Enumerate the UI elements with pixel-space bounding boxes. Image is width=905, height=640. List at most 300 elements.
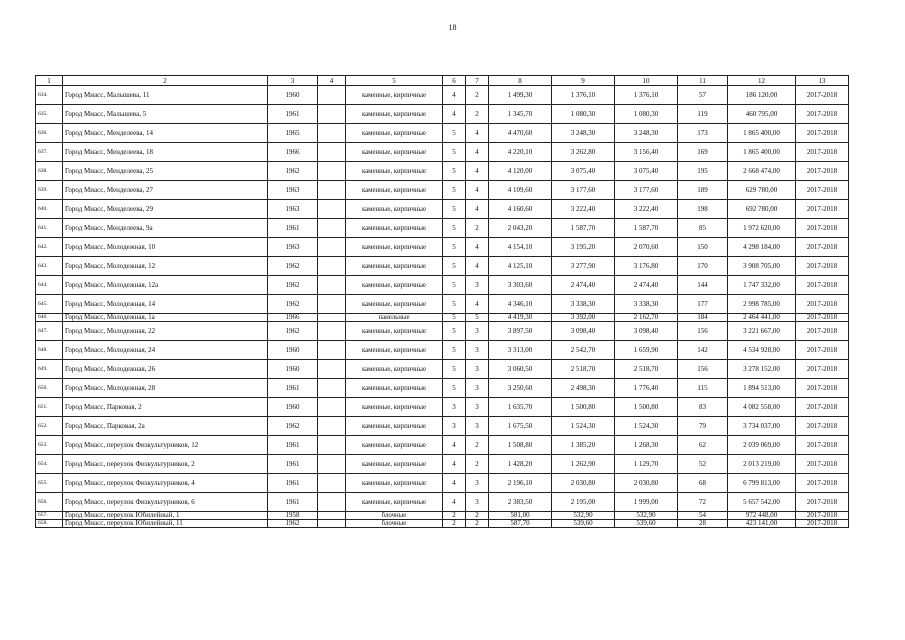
row-index: 655. <box>36 474 63 493</box>
total-area-cell: 1 675,50 <box>489 417 552 436</box>
table-row <box>36 219 849 238</box>
wall-material-cell: каменные, кирпичные <box>346 379 443 398</box>
living-area-cell: 3 098,40 <box>552 322 615 341</box>
column-4-cell <box>318 162 346 181</box>
wall-material-cell: каменные, кирпичные <box>346 436 443 455</box>
row-index: 638. <box>36 162 63 181</box>
address-cell: Город Миасс, Менделеева, 18 <box>63 143 268 162</box>
wall-material-cell: каменные, кирпичные <box>346 257 443 276</box>
floors-cell: 5 <box>443 360 466 379</box>
residential-area-cell: 3 156,40 <box>615 143 678 162</box>
period-cell: 2017-2018 <box>796 360 849 379</box>
table-row <box>36 341 849 360</box>
year-cell: 1961 <box>268 493 318 512</box>
living-area-cell: 3 195,20 <box>552 238 615 257</box>
column-4-cell <box>318 200 346 219</box>
cost-cell: 2 039 069,00 <box>728 436 796 455</box>
table-row <box>36 493 849 512</box>
cost-cell: 1 865 400,00 <box>728 124 796 143</box>
row-index: 649. <box>36 360 63 379</box>
floors-cell: 2 <box>443 512 466 520</box>
residents-cell: 150 <box>678 238 728 257</box>
residential-area-cell: 1 524,30 <box>615 417 678 436</box>
residential-area-cell: 539,60 <box>615 520 678 528</box>
table-row <box>36 455 849 474</box>
residents-cell: 79 <box>678 417 728 436</box>
row-index: 639. <box>36 181 63 200</box>
total-area-cell: 4 120,00 <box>489 162 552 181</box>
residential-area-cell: 1 999,00 <box>615 493 678 512</box>
entrances-cell: 5 <box>466 314 489 322</box>
total-area-cell: 1 428,20 <box>489 455 552 474</box>
column-number-7: 7 <box>466 76 489 86</box>
floors-cell: 3 <box>443 398 466 417</box>
address-cell: Город Миасс, Молодежная, 28 <box>63 379 268 398</box>
entrances-cell: 2 <box>466 520 489 528</box>
residential-area-cell: 3 177,60 <box>615 181 678 200</box>
floors-cell: 5 <box>443 276 466 295</box>
wall-material-cell: каменные, кирпичные <box>346 143 443 162</box>
column-number-11: 11 <box>678 76 728 86</box>
entrances-cell: 3 <box>466 474 489 493</box>
column-4-cell <box>318 276 346 295</box>
entrances-cell: 4 <box>466 295 489 314</box>
cost-cell: 1 865 400,00 <box>728 143 796 162</box>
year-cell: 1963 <box>268 181 318 200</box>
period-cell: 2017-2018 <box>796 379 849 398</box>
table-row <box>36 398 849 417</box>
address-cell: Город Миасс, Молодежная, 14 <box>63 295 268 314</box>
period-cell: 2017-2018 <box>796 143 849 162</box>
table-row <box>36 474 849 493</box>
address-cell: Город Миасс, переулок Физкультурников, 4 <box>63 474 268 493</box>
period-cell: 2017-2018 <box>796 474 849 493</box>
residents-cell: 142 <box>678 341 728 360</box>
residents-cell: 184 <box>678 314 728 322</box>
row-index: 635. <box>36 105 63 124</box>
cost-cell: 2 668 474,00 <box>728 162 796 181</box>
column-4-cell <box>318 143 346 162</box>
residents-cell: 177 <box>678 295 728 314</box>
address-cell: Город Миасс, Менделеева, 9а <box>63 219 268 238</box>
row-index: 654. <box>36 455 63 474</box>
total-area-cell: 4 220,10 <box>489 143 552 162</box>
year-cell: 1961 <box>268 455 318 474</box>
wall-material-cell: каменные, кирпичные <box>346 276 443 295</box>
column-4-cell <box>318 295 346 314</box>
year-cell: 1962 <box>268 322 318 341</box>
residents-cell: 54 <box>678 512 728 520</box>
residential-area-cell: 1 776,40 <box>615 379 678 398</box>
entrances-cell: 3 <box>466 398 489 417</box>
wall-material-cell: каменные, кирпичные <box>346 295 443 314</box>
cost-cell: 4 534 928,00 <box>728 341 796 360</box>
period-cell: 2017-2018 <box>796 238 849 257</box>
total-area-cell: 3 060,50 <box>489 360 552 379</box>
cost-cell: 2 013 219,00 <box>728 455 796 474</box>
living-area-cell: 3 262,80 <box>552 143 615 162</box>
entrances-cell: 4 <box>466 124 489 143</box>
year-cell: 1966 <box>268 314 318 322</box>
floors-cell: 5 <box>443 257 466 276</box>
living-area-cell: 3 177,60 <box>552 181 615 200</box>
page-number: 18 <box>448 23 457 32</box>
year-cell: 1961 <box>268 379 318 398</box>
wall-material-cell: каменные, кирпичные <box>346 417 443 436</box>
cost-cell: 1 972 620,00 <box>728 219 796 238</box>
period-cell: 2017-2018 <box>796 181 849 200</box>
residents-cell: 144 <box>678 276 728 295</box>
living-area-cell: 1 385,20 <box>552 436 615 455</box>
residential-area-cell: 1 129,70 <box>615 455 678 474</box>
floors-cell: 5 <box>443 219 466 238</box>
year-cell: 1960 <box>268 86 318 105</box>
entrances-cell: 3 <box>466 417 489 436</box>
cost-cell: 629 780,00 <box>728 181 796 200</box>
row-index: 645. <box>36 295 63 314</box>
table-row <box>36 322 849 341</box>
table-row <box>36 124 849 143</box>
living-area-cell: 1 524,30 <box>552 417 615 436</box>
table-row <box>36 257 849 276</box>
period-cell: 2017-2018 <box>796 162 849 181</box>
address-cell: Город Миасс, переулок Физкультурников, 12 <box>63 436 268 455</box>
column-4-cell <box>318 238 346 257</box>
living-area-cell: 1 500,80 <box>552 398 615 417</box>
period-cell: 2017-2018 <box>796 520 849 528</box>
residential-area-cell: 1 268,30 <box>615 436 678 455</box>
living-area-cell: 3 248,30 <box>552 124 615 143</box>
year-cell: 1962 <box>268 162 318 181</box>
residents-cell: 52 <box>678 455 728 474</box>
total-area-cell: 4 419,30 <box>489 314 552 322</box>
entrances-cell: 2 <box>466 512 489 520</box>
residential-area-cell: 2 070,60 <box>615 238 678 257</box>
entrances-cell: 3 <box>466 322 489 341</box>
column-4-cell <box>318 181 346 200</box>
residents-cell: 169 <box>678 143 728 162</box>
total-area-cell: 4 125,10 <box>489 257 552 276</box>
row-index: 652. <box>36 417 63 436</box>
living-area-cell: 1 587,70 <box>552 219 615 238</box>
entrances-cell: 3 <box>466 360 489 379</box>
table-row <box>36 86 849 105</box>
year-cell: 1962 <box>268 520 318 528</box>
period-cell: 2017-2018 <box>796 322 849 341</box>
floors-cell: 4 <box>443 436 466 455</box>
column-number-4: 4 <box>318 76 346 86</box>
column-4-cell <box>318 257 346 276</box>
total-area-cell: 3 897,50 <box>489 322 552 341</box>
floors-cell: 5 <box>443 181 466 200</box>
wall-material-cell: каменные, кирпичные <box>346 455 443 474</box>
table-header <box>36 76 849 86</box>
living-area-cell: 2 195,00 <box>552 493 615 512</box>
living-area-cell: 2 030,80 <box>552 474 615 493</box>
entrances-cell: 4 <box>466 162 489 181</box>
wall-material-cell: каменные, кирпичные <box>346 398 443 417</box>
wall-material-cell: каменные, кирпичные <box>346 474 443 493</box>
row-index: 646. <box>36 314 63 322</box>
residential-area-cell: 1 587,70 <box>615 219 678 238</box>
wall-material-cell: блочные <box>346 520 443 528</box>
floors-cell: 5 <box>443 162 466 181</box>
residents-cell: 156 <box>678 322 728 341</box>
residents-cell: 119 <box>678 105 728 124</box>
table-row <box>36 512 849 520</box>
entrances-cell: 2 <box>466 436 489 455</box>
residents-cell: 170 <box>678 257 728 276</box>
row-index: 658. <box>36 520 63 528</box>
wall-material-cell: каменные, кирпичные <box>346 181 443 200</box>
column-number-2: 2 <box>63 76 268 86</box>
row-index: 651. <box>36 398 63 417</box>
living-area-cell: 3 222,40 <box>552 200 615 219</box>
row-index: 636. <box>36 124 63 143</box>
column-4-cell <box>318 105 346 124</box>
column-4-cell <box>318 322 346 341</box>
living-area-cell: 539,60 <box>552 520 615 528</box>
row-index: 637. <box>36 143 63 162</box>
period-cell: 2017-2018 <box>796 105 849 124</box>
period-cell: 2017-2018 <box>796 314 849 322</box>
row-index: 641. <box>36 219 63 238</box>
period-cell: 2017-2018 <box>796 512 849 520</box>
table-row <box>36 417 849 436</box>
column-4-cell <box>318 474 346 493</box>
residential-area-cell: 1 376,10 <box>615 86 678 105</box>
address-cell: Город Миасс, Менделеева, 29 <box>63 200 268 219</box>
year-cell: 1961 <box>268 219 318 238</box>
column-number-5: 5 <box>346 76 443 86</box>
floors-cell: 5 <box>443 322 466 341</box>
column-4-cell <box>318 360 346 379</box>
residential-area-cell: 3 338,30 <box>615 295 678 314</box>
floors-cell: 2 <box>443 520 466 528</box>
column-number-3: 3 <box>268 76 318 86</box>
row-index: 656. <box>36 493 63 512</box>
floors-cell: 5 <box>443 295 466 314</box>
row-index: 647. <box>36 322 63 341</box>
year-cell: 1961 <box>268 474 318 493</box>
address-cell: Город Миасс, Молодежная, 26 <box>63 360 268 379</box>
cost-cell: 1 747 332,00 <box>728 276 796 295</box>
living-area-cell: 532,90 <box>552 512 615 520</box>
address-cell: Город Миасс, Молодежная, 24 <box>63 341 268 360</box>
address-cell: Город Миасс, Менделеева, 27 <box>63 181 268 200</box>
column-4-cell <box>318 493 346 512</box>
total-area-cell: 3 250,60 <box>489 379 552 398</box>
row-index: 648. <box>36 341 63 360</box>
floors-cell: 5 <box>443 238 466 257</box>
year-cell: 1963 <box>268 200 318 219</box>
column-4-cell <box>318 219 346 238</box>
wall-material-cell: каменные, кирпичные <box>346 493 443 512</box>
column-4-cell <box>318 341 346 360</box>
residential-area-cell: 3 098,40 <box>615 322 678 341</box>
column-4-cell <box>318 86 346 105</box>
living-area-cell: 3 392,00 <box>552 314 615 322</box>
year-cell: 1965 <box>268 124 318 143</box>
wall-material-cell: панельные <box>346 314 443 322</box>
residents-cell: 28 <box>678 520 728 528</box>
column-4-cell <box>318 520 346 528</box>
living-area-cell: 2 518,70 <box>552 360 615 379</box>
cost-cell: 460 795,00 <box>728 105 796 124</box>
cost-cell: 4 082 558,00 <box>728 398 796 417</box>
entrances-cell: 2 <box>466 105 489 124</box>
table-row <box>36 520 849 528</box>
row-index: 653. <box>36 436 63 455</box>
living-area-cell: 3 338,30 <box>552 295 615 314</box>
residents-cell: 62 <box>678 436 728 455</box>
table-row <box>36 276 849 295</box>
table-row <box>36 436 849 455</box>
total-area-cell: 4 154,10 <box>489 238 552 257</box>
table-row <box>36 360 849 379</box>
living-area-cell: 2 542,70 <box>552 341 615 360</box>
residential-area-cell: 2 518,70 <box>615 360 678 379</box>
column-number-9: 9 <box>552 76 615 86</box>
cost-cell: 2 998 785,00 <box>728 295 796 314</box>
floors-cell: 4 <box>443 105 466 124</box>
wall-material-cell: каменные, кирпичные <box>346 360 443 379</box>
living-area-cell: 2 474,40 <box>552 276 615 295</box>
entrances-cell: 3 <box>466 493 489 512</box>
period-cell: 2017-2018 <box>796 124 849 143</box>
wall-material-cell: каменные, кирпичные <box>346 124 443 143</box>
year-cell: 1962 <box>268 295 318 314</box>
entrances-cell: 3 <box>466 276 489 295</box>
row-index: 634. <box>36 86 63 105</box>
wall-material-cell: каменные, кирпичные <box>346 219 443 238</box>
period-cell: 2017-2018 <box>796 341 849 360</box>
residents-cell: 115 <box>678 379 728 398</box>
table-row <box>36 314 849 322</box>
period-cell: 2017-2018 <box>796 276 849 295</box>
entrances-cell: 4 <box>466 238 489 257</box>
entrances-cell: 3 <box>466 379 489 398</box>
total-area-cell: 587,70 <box>489 520 552 528</box>
living-area-cell: 3 075,40 <box>552 162 615 181</box>
residents-cell: 57 <box>678 86 728 105</box>
period-cell: 2017-2018 <box>796 295 849 314</box>
table-row <box>36 162 849 181</box>
cost-cell: 972 448,00 <box>728 512 796 520</box>
address-cell: Город Миасс, Менделеева, 14 <box>63 124 268 143</box>
cost-cell: 4 298 184,00 <box>728 238 796 257</box>
year-cell: 1963 <box>268 238 318 257</box>
total-area-cell: 4 109,60 <box>489 181 552 200</box>
column-number-8: 8 <box>489 76 552 86</box>
residents-cell: 189 <box>678 181 728 200</box>
cost-cell: 6 799 813,00 <box>728 474 796 493</box>
floors-cell: 5 <box>443 124 466 143</box>
residential-area-cell: 1 500,80 <box>615 398 678 417</box>
column-number-13: 13 <box>796 76 849 86</box>
year-cell: 1958 <box>268 512 318 520</box>
year-cell: 1962 <box>268 417 318 436</box>
cost-cell: 1 894 513,00 <box>728 379 796 398</box>
floors-cell: 5 <box>443 341 466 360</box>
table-row <box>36 143 849 162</box>
address-cell: Город Миасс, Молодежная, 12а <box>63 276 268 295</box>
address-cell: Город Миасс, переулок Юбилейный, 1 <box>63 512 268 520</box>
address-cell: Город Миасс, Менделеева, 25 <box>63 162 268 181</box>
residents-cell: 195 <box>678 162 728 181</box>
year-cell: 1960 <box>268 398 318 417</box>
column-4-cell <box>318 455 346 474</box>
year-cell: 1960 <box>268 360 318 379</box>
entrances-cell: 4 <box>466 181 489 200</box>
floors-cell: 5 <box>443 379 466 398</box>
wall-material-cell: каменные, кирпичные <box>346 200 443 219</box>
column-4-cell <box>318 398 346 417</box>
residential-area-cell: 1 080,30 <box>615 105 678 124</box>
residents-cell: 85 <box>678 219 728 238</box>
year-cell: 1960 <box>268 341 318 360</box>
column-4-cell <box>318 379 346 398</box>
residential-area-cell: 3 222,40 <box>615 200 678 219</box>
wall-material-cell: каменные, кирпичные <box>346 238 443 257</box>
total-area-cell: 1 635,70 <box>489 398 552 417</box>
year-cell: 1961 <box>268 105 318 124</box>
cost-cell: 423 141,00 <box>728 520 796 528</box>
year-cell: 1962 <box>268 276 318 295</box>
row-index: 650. <box>36 379 63 398</box>
year-cell: 1961 <box>268 436 318 455</box>
table-row <box>36 379 849 398</box>
address-cell: Город Миасс, Молодежная, 10 <box>63 238 268 257</box>
row-index: 644. <box>36 276 63 295</box>
residential-area-cell: 532,90 <box>615 512 678 520</box>
living-area-cell: 1 262,90 <box>552 455 615 474</box>
cost-cell: 186 120,00 <box>728 86 796 105</box>
period-cell: 2017-2018 <box>796 200 849 219</box>
wall-material-cell: каменные, кирпичные <box>346 322 443 341</box>
floors-cell: 4 <box>443 474 466 493</box>
period-cell: 2017-2018 <box>796 398 849 417</box>
table-row <box>36 200 849 219</box>
residential-area-cell: 2 474,40 <box>615 276 678 295</box>
cost-cell: 3 221 667,00 <box>728 322 796 341</box>
floors-cell: 5 <box>443 143 466 162</box>
column-number-12: 12 <box>728 76 796 86</box>
floors-cell: 5 <box>443 314 466 322</box>
residents-cell: 198 <box>678 200 728 219</box>
period-cell: 2017-2018 <box>796 493 849 512</box>
total-area-cell: 3 313,00 <box>489 341 552 360</box>
cost-cell: 5 657 542,00 <box>728 493 796 512</box>
period-cell: 2017-2018 <box>796 455 849 474</box>
floors-cell: 3 <box>443 417 466 436</box>
residential-area-cell: 3 075,40 <box>615 162 678 181</box>
row-index: 657. <box>36 512 63 520</box>
cost-cell: 3 908 705,00 <box>728 257 796 276</box>
cost-cell: 2 464 441,00 <box>728 314 796 322</box>
wall-material-cell: каменные, кирпичные <box>346 162 443 181</box>
column-number-row <box>36 76 849 86</box>
column-4-cell <box>318 512 346 520</box>
year-cell: 1966 <box>268 143 318 162</box>
address-cell: Город Миасс, Малышева, 5 <box>63 105 268 124</box>
residential-area-cell: 1 659,90 <box>615 341 678 360</box>
residential-area-cell: 3 248,30 <box>615 124 678 143</box>
total-area-cell: 4 470,60 <box>489 124 552 143</box>
entrances-cell: 4 <box>466 143 489 162</box>
total-area-cell: 2 383,50 <box>489 493 552 512</box>
residents-cell: 156 <box>678 360 728 379</box>
